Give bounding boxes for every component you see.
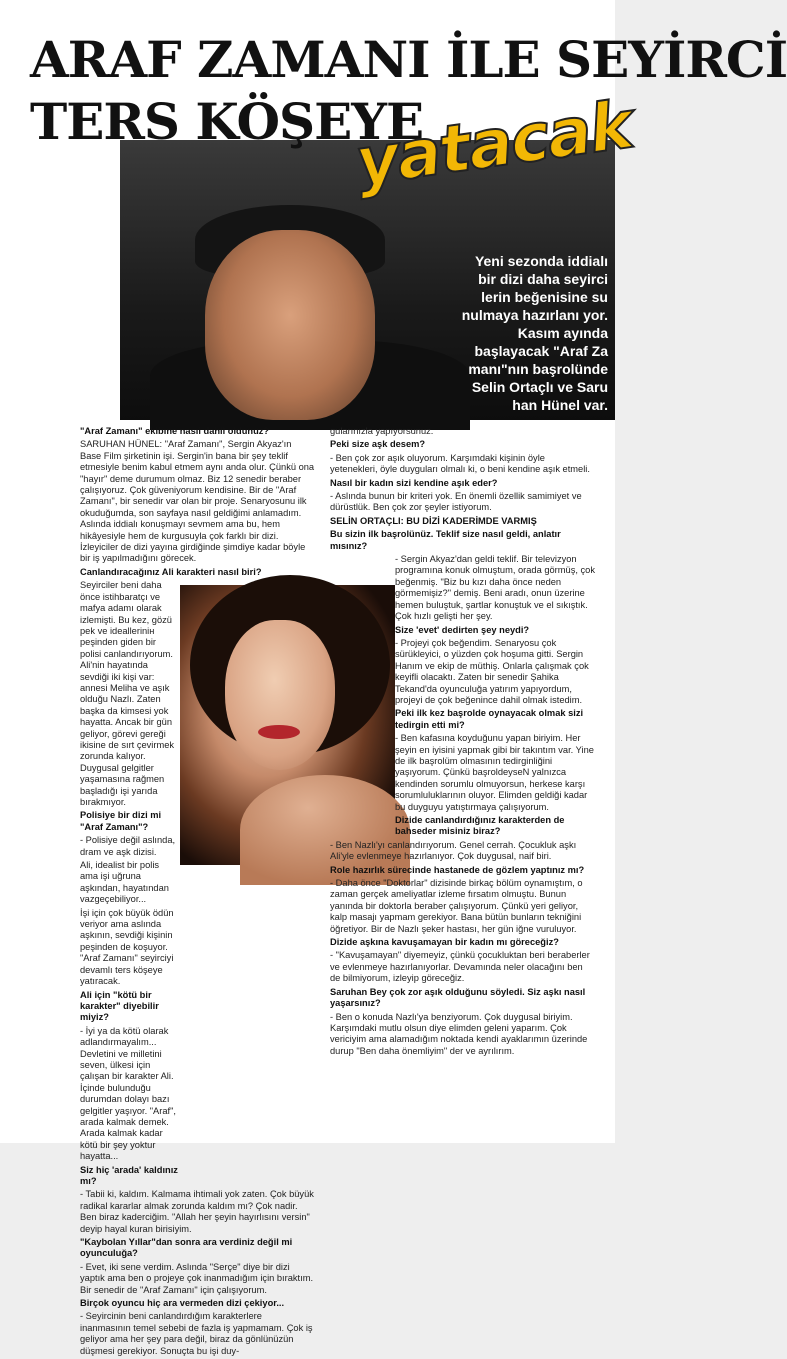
answer: - Evet, iki sene verdim. Aslında "Serçe" diye bir dizi yaptık ama ben o projeye çok inanmadığım için bıraktım. Bir senedir de "Araf Zamanı" için çalışıyorum.: [80, 1261, 314, 1295]
answer: - Tabii ki, kaldım. Kalmama ihtimali yok zaten. Çok büyük radikal kararlar almak zorunda kaldım mı? Çok nadir. Ben biraz kaderciğim. "Allah her şeyin hayırlısını versin" deyip hayal kuran birisiyim.: [80, 1189, 314, 1234]
question: Role hazırlık sürecinde hastanede de gözlem yaptınız mı?: [330, 864, 585, 875]
answer: - "Kavuşamayan" diyemeyiz, çünkü çocukluktan beri beraberler ve evlenmeye hazırlanıyorlar. Devamında neler olacağını ben de bilmiyorum, izleyip göreceğiz.: [330, 950, 590, 984]
question: Polisiye bir dizi mi "Araf Zamanı"?: [80, 810, 162, 832]
answer: - Ben Nazlı'yı canlandırıyorum. Genel cerrah. Çocukluk aşkı Ali'yle evlenmeye hazırlanıyor. Çok duygusal, naif biri.: [330, 839, 577, 862]
question: Saruhan Bey çok zor aşık olduğunu söyledi. Siz aşkı nasıl yaşarsınız?: [330, 986, 586, 1009]
headline-accent: yatacak: [350, 86, 637, 201]
question: Nasıl bir kadın sizi kendine aşık eder?: [330, 477, 498, 488]
question: Peki size aşk desem?: [330, 439, 426, 450]
headline-line-1: ARAF ZAMANI İLE SEYİRCİ: [30, 30, 787, 89]
answer: - Sergin Akyaz'dan geldi teklif. Bir televizyon programına konuk olmuştum, orada görmüş, çok beğenmiş. "Biz bu kızı daha önce neden görmemişiz?" demiş. Beni aradı, onun üzerine hemen buluştuk, şartlar konuştuk ve el sıkıştık. Çok hızlı gelişti her şey.: [395, 554, 595, 622]
answer: - Projeyi çok beğendim. Senaryosu çok sürükleyici, o yüzden çok hoşuma gitti. Sergin Hanım ve ekip de müthiş. Onlarla çalışmak çok keyifli olacaktı. Zaten bir senedir Şahika Tekand'da oyunculuğa yatırım yapıyordum, projeyi de çok beğenince dahil olmak istedim.: [395, 637, 589, 705]
actor-photo-face: [205, 230, 375, 420]
answer: - Ben kafasına koyduğunu yapan biriyim. Her şeyin en iyisini yapmak gibi bir takıntım var. Yine de ilk başrolüm olmasının tedirginliğini yaşıyorum. Çünkü başroldeyseN yalnızca kendinden sorumlu olmuyorsun, herkese karşı sorumluluklarının oluyor. Elimden geldiği kadar bu duyguyu yatıştırmaya çalışıyorum.: [395, 733, 594, 812]
right-column: [330, 426, 595, 1059]
article-body: [0, 420, 615, 1356]
question: Dizide canlandırdığınız karakterden de bahseder misiniz biraz?: [395, 815, 565, 837]
question: "Araf Zamanı" ekibine nasıl dahil oldunuz?: [80, 426, 270, 436]
answer: SARUHAN HÜNEL: "Araf Zamanı", Sergin Akyaz'ın Base Film şirketinin işi. Sergin'in bana bir şey teklif etmesiyle benim kabul etmem aynı anda olur. Çünkü ona "hayır" deme durumum olmaz. Biz 12 senedir beraber çalışıyoruz. Çok güveniyorum kendisine. Bir de "Araf Zamanı", bir senedir var olan bir proje. Senaryosunu ilk okuduğumda, son sayfaya nasıl geldiğimi anlamadım. Aslında iddialı konuşmayı sevmem ama bu, hem hikâyesiyle hem de kurgusuyla çok farklı bir dizi. İzleyiciler de dizi yayına girdiğinde şimdiye kadar böyle bir iş yapılmadığını görecek.: [80, 439, 315, 564]
answer: - Ben çok zor aşık oluyorum. Karşımdaki kişinin öyle yetenekleri, öyle duyguları olmalı ki, o beni kendine aşık etmeli.: [330, 452, 590, 475]
answer: Ali, idealist bir polis ama işi uğruna aşkından, hayatından vazgeçebiliyor...: [80, 860, 169, 905]
question: Canlandıracağınız Ali karakteri nasıl biri?: [80, 566, 262, 577]
answer: Seyirciler beni daha önce istihbaratçı ve mafya adamı olarak izlemişti. Bu kez, gözü pek ve idealleriniн peşinden giden bir polisi canlandırıyorum. Ali'nin hayatında sevdiği iki kişi var: annesi Meliha ve aşık olduğu Nazlı. Zaten başka da kimsesi yok hayatta. Ancak bir gün geliyor, görevi gereği ikisine de sırt çevirmek zorunda kalıyor. Duygusal gelgitler yaşamasına rağmen başladığı işi yarıda bırakmıyor.: [80, 580, 175, 807]
question: Peki ilk kez başrolde oynayacak olmak sizi tedirgin etti mi?: [395, 708, 584, 730]
headline-line-2: TERS KÖŞEYE: [30, 92, 424, 151]
answer: - Daha önce "Doktorlar" dizisinde birkaç bölüm oynamıştım, o zaman gerçek ameliyatlar izleme fırsatım olmuştu. Bunun yanında bir doktorla beraber çalışıyorum. Çünkü yeri geliyor, kalp masajı yapmam gerekiyor. Bana bütün bunların tekniğini öğretiyor. Bir de Nazlı şeker hastası, her gün iğne vuruluyor.: [330, 878, 583, 934]
answer: - Seyircinin beni canlandırdığım karakterlere inanmasının temel sebebi de fazla iş yapmamam. Çok iş geliyor ama her şey para değil, biraz da gönlünüzün düşmesi gerekiyor. Sonuçta bu işi duy-: [80, 1311, 313, 1356]
answer: İşi için çok büyük ödün veriyor ama aslında aşkının, sevdiği kişinin peşinden de koşuyor. "Araf Zamanı" seyirciyi devamlı ters köşeye yatıracak.: [80, 907, 174, 987]
answer: - İyi ya da kötü olarak adlandırmayalım... Devletini ve milletini seven, ülkesi için çalışan bir karakter Ali. İçinde bulunduğu durumdan dolayı bazı gelgitler yaşıyor. "Araf", arada kalmak demek. Arada kalmak kadar kötü bir şey yoktur hayatta...: [80, 1025, 176, 1162]
answer: - Ben o konuda Nazlı'ya benziyorum. Çok duygusal biriyim. Karşımdaki mutlu olsun diye elimden geleni yaparım. Çok vericiyim ama alamadığım noktada kendi ayaklarımın üzerinde durup "Ben daha önemliyim" der ve ayrılırım.: [330, 1011, 588, 1056]
question: Bu sizin ilk başrolünüz. Teklif size nasıl geldi, anlatır mısınız?: [330, 529, 561, 551]
question: Size 'evet' dedirten şey neydi?: [395, 624, 530, 635]
lead-paragraph: Yeni sezonda iddialı bir dizi daha seyirci lerin beğenisine su nulmaya hazırlanı yor. Kasım ayında başlayacak "Araf Za manı"nın başrolünde Selin Ortaçlı ve Saru han Hünel var.: [461, 253, 608, 413]
hero-section: [0, 0, 787, 420]
question: SELİN ORTAÇLI: BU DİZİ KADERİMDE VARMIŞ: [330, 515, 537, 526]
question: Dizide aşkına kavuşamayan bir kadın mı göreceğiz?: [330, 937, 559, 948]
left-column: [80, 426, 315, 1359]
question: Siz hiç 'arada' kaldınız mı?: [80, 1164, 178, 1186]
answer: - Polisiye değil aslında, dram ve aşk dizisi.: [80, 835, 176, 857]
question: Ali için "kötü bir karakter" diyebilir miyiz?: [80, 989, 159, 1023]
answer: gularınızla yapıyorsunuz.: [330, 426, 434, 436]
question: Birçok oyuncu hiç ara vermeden dizi çekiyor...: [80, 1298, 285, 1309]
answer: - Aslında bunun bir kriteri yok. En önemli özellik samimiyet ve dürüstlük. Ben çok zor şeyler istiyorum.: [330, 491, 582, 513]
question: "Kaybolan Yıllar"dan sonra ara verdiniz değil mi oyunculuğa?: [80, 1237, 293, 1259]
